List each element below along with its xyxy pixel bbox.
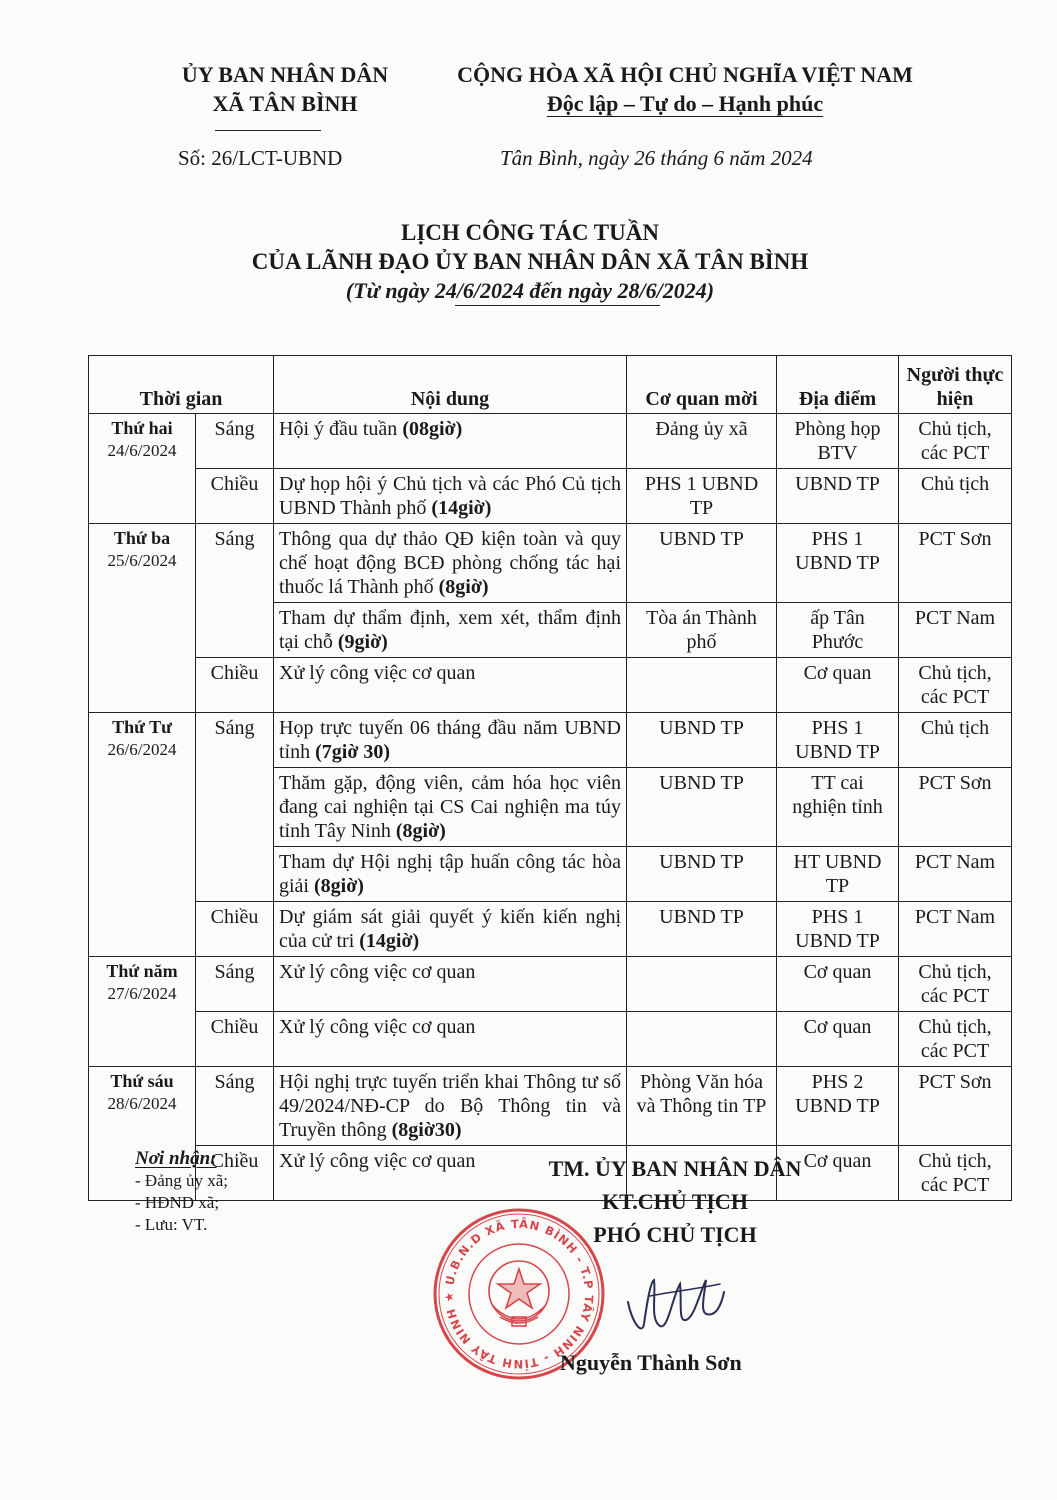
header-inviter: Cơ quan mời — [627, 356, 777, 414]
session-cell: Sáng — [196, 414, 274, 469]
content-text: Họp trực tuyến 06 tháng đầu năm UBND tỉnh — [279, 717, 621, 763]
content-text: Tham dự thẩm định, xem xét, thẩm định tại chỗ — [279, 607, 621, 653]
content-cell — [274, 1012, 627, 1067]
location-cell: PHS 1 UBND TP — [777, 713, 899, 768]
content-cell — [274, 713, 627, 768]
recipient-item: - Lưu: VT. — [135, 1215, 208, 1234]
nation-name: CỘNG HÒA XÃ HỘI CHỦ NGHĨA VIỆT NAM — [457, 62, 913, 87]
session-cell: Sáng — [196, 957, 274, 1012]
content-text: Xử lý công việc cơ quan — [279, 1150, 476, 1172]
session-cell: Chiều — [196, 902, 274, 957]
location-cell: PHS 2 UBND TP — [777, 1067, 899, 1146]
content-cell — [274, 414, 627, 469]
day-date: 27/6/2024 — [107, 984, 177, 1003]
session-cell: Chiều — [196, 658, 274, 713]
day-name: Thứ ba — [113, 528, 171, 548]
day-name: Thứ năm — [106, 961, 178, 981]
content-text: Dự họp hội ý Chủ tịch và các Phó Củ tịch UBND Thành phố — [279, 473, 621, 519]
inviter-cell: UBND TP — [627, 902, 777, 957]
executor-cell: Chủ tịch, các PCT — [899, 1012, 1012, 1067]
location-cell: Cơ quan — [777, 1146, 899, 1201]
location-cell: Cơ quan — [777, 658, 899, 713]
content-cell — [274, 658, 627, 713]
content-text: Xử lý công việc cơ quan — [279, 961, 476, 983]
recipient-item: - Đảng ủy xã; — [135, 1171, 229, 1190]
location-cell: Phòng họp BTV — [777, 414, 899, 469]
content-time: (7giờ 30) — [315, 741, 391, 763]
inviter-cell — [627, 957, 777, 1012]
content-cell — [274, 768, 627, 847]
national-header — [430, 60, 940, 118]
content-time: (08giờ) — [402, 418, 463, 440]
executor-cell: Chủ tịch, các PCT — [899, 658, 1012, 713]
title-divider — [455, 305, 660, 306]
table-row — [89, 469, 1012, 524]
executor-cell: PCT Sơn — [899, 768, 1012, 847]
content-time: (8giờ) — [395, 820, 446, 842]
content-text: Xử lý công việc cơ quan — [279, 1016, 476, 1038]
header-location: Địa điểm — [777, 356, 899, 414]
session-cell: Sáng — [196, 713, 274, 902]
signer-name: Nguyễn Thành Sơn — [560, 1350, 742, 1375]
location-cell: TT cai nghiện tỉnh — [777, 768, 899, 847]
executor-cell: Chủ tịch, các PCT — [899, 957, 1012, 1012]
table-row — [89, 524, 1012, 603]
location-cell: PHS 1 UBND TP — [777, 902, 899, 957]
content-time: (8giờ) — [438, 576, 489, 598]
inviter-cell: Đảng ủy xã — [627, 414, 777, 469]
inviter-cell: Tòa án Thành phố — [627, 603, 777, 658]
inviter-cell: UBND TP — [627, 713, 777, 768]
location-cell: HT UBND TP — [777, 847, 899, 902]
day-date: 25/6/2024 — [107, 551, 177, 570]
title-line2: CỦA LÃNH ĐẠO ỦY BAN NHÂN DÂN XÃ TÂN BÌNH — [251, 249, 809, 274]
signature-line1: TM. ỦY BAN NHÂN DÂN — [548, 1156, 802, 1181]
content-cell — [274, 1067, 627, 1146]
content-cell — [274, 902, 627, 957]
inviter-cell — [627, 658, 777, 713]
content-time: (8giờ) — [314, 875, 364, 897]
inviter-cell: UBND TP — [627, 847, 777, 902]
inviter-cell: UBND TP — [627, 524, 777, 603]
content-cell — [274, 524, 627, 603]
day-cell — [89, 524, 196, 713]
content-text: Thông qua dự thảo QĐ kiện toàn và quy chế hoạt động BCĐ phòng chống tác hại thuốc lá Thành phố — [279, 528, 621, 598]
table-row — [89, 1012, 1012, 1067]
content-text: Dự giám sát giải quyết ý kiến kiến nghị của cử tri — [279, 906, 621, 952]
recipients — [135, 1148, 228, 1236]
handwritten-signature-icon — [620, 1262, 730, 1342]
location-cell: PHS 1 UBND TP — [777, 524, 899, 603]
day-date: 28/6/2024 — [107, 1094, 177, 1113]
header-content: Nội dung — [274, 356, 627, 414]
executor-cell: Chủ tịch — [899, 713, 1012, 768]
table-row — [89, 658, 1012, 713]
nation-motto: Độc lập – Tự do – Hạnh phúc — [546, 91, 824, 116]
location-cell: ấp Tân Phước — [777, 603, 899, 658]
table-row — [89, 713, 1012, 768]
inviter-cell: UBND TP — [627, 768, 777, 847]
day-date: 26/6/2024 — [107, 740, 177, 759]
executor-cell: Chủ tịch, các PCT — [899, 1146, 1012, 1201]
header-time: Thời gian — [89, 356, 274, 414]
table-row — [89, 902, 1012, 957]
signature-line2: KT.CHỦ TỊCH — [602, 1189, 748, 1214]
content-time: (14giờ) — [431, 497, 492, 519]
executor-cell: PCT Sơn — [899, 1067, 1012, 1146]
header-executor: Người thực hiện — [899, 356, 1012, 414]
title-line1: LỊCH CÔNG TÁC TUẦN — [401, 220, 659, 245]
place-date: Tân Bình, ngày 26 tháng 6 năm 2024 — [500, 146, 813, 170]
content-text: Hội ý đầu tuần — [279, 418, 398, 440]
title-date-range: (Từ ngày 24/6/2024 đến ngày 28/6/2024) — [345, 278, 715, 303]
content-cell — [274, 603, 627, 658]
content-time: (8giờ30) — [391, 1119, 462, 1141]
inviter-cell — [627, 1012, 777, 1067]
table-header-row — [89, 356, 1012, 414]
schedule-table — [88, 355, 1012, 1201]
content-time: (9giờ) — [337, 631, 388, 653]
executor-cell: PCT Nam — [899, 847, 1012, 902]
content-time: (14giờ) — [359, 930, 420, 952]
executor-cell: PCT Nam — [899, 902, 1012, 957]
session-cell: Chiều — [196, 469, 274, 524]
day-cell — [89, 957, 196, 1067]
inviter-cell: PHS 1 UBND TP — [627, 469, 777, 524]
content-cell — [274, 847, 627, 902]
recipients-label: Nơi nhận: — [135, 1148, 217, 1169]
executor-cell: Chủ tịch — [899, 469, 1012, 524]
content-text: Xử lý công việc cơ quan — [279, 662, 476, 684]
issuer-divider — [215, 130, 321, 131]
location-cell: Cơ quan — [777, 957, 899, 1012]
session-cell: Chiều — [196, 1012, 274, 1067]
document-title — [60, 218, 1000, 305]
day-cell — [89, 713, 196, 957]
executor-cell: PCT Nam — [899, 603, 1012, 658]
issuer-block — [150, 60, 420, 118]
table-row — [89, 1067, 1012, 1146]
inviter-cell: Phòng Văn hóa và Thông tin TP — [627, 1067, 777, 1146]
day-date: 24/6/2024 — [107, 441, 177, 460]
schedule-body — [89, 414, 1012, 1201]
content-text: Thăm gặp, động viên, cảm hóa học viên đang cai nghiện tại CS Cai nghiện ma túy tỉnh Tây Ninh — [279, 772, 621, 842]
issuer-line1: ỦY BAN NHÂN DÂN — [181, 62, 389, 87]
svg-text:U.B.N.D XÃ TÂN BÌNH - T.P TÂY: U.B.N.D XÃ TÂN BÌNH - T.P TÂY NINH - TỈNH TÂY NINH ★ — [441, 1216, 597, 1372]
session-cell: Sáng — [196, 1067, 274, 1146]
executor-cell: Chủ tịch, các PCT — [899, 414, 1012, 469]
session-cell: Chiều — [196, 1146, 274, 1201]
day-name: Thứ Tư — [112, 717, 172, 737]
issuer-line2: XÃ TÂN BÌNH — [212, 91, 358, 116]
day-name: Thứ hai — [111, 418, 173, 438]
executor-cell: PCT Sơn — [899, 524, 1012, 603]
content-text: Hội nghị trực tuyến triển khai Thông tư số 49/2024/NĐ-CP do Bộ Thông tin và Truyền thông — [279, 1071, 621, 1141]
recipient-item: - HĐND xã; — [135, 1193, 220, 1212]
day-name: Thứ sáu — [110, 1071, 174, 1091]
table-row — [89, 414, 1012, 469]
signature-line3: PHÓ CHỦ TỊCH — [593, 1222, 757, 1247]
content-cell — [274, 469, 627, 524]
content-text: Tham dự Hội nghị tập huấn công tác hòa giải — [279, 851, 621, 897]
session-cell: Sáng — [196, 524, 274, 658]
location-cell: Cơ quan — [777, 1012, 899, 1067]
document-number: Số: 26/LCT-UBND — [178, 146, 343, 170]
location-cell: UBND TP — [777, 469, 899, 524]
content-cell — [274, 957, 627, 1012]
day-cell — [89, 414, 196, 524]
table-row — [89, 957, 1012, 1012]
